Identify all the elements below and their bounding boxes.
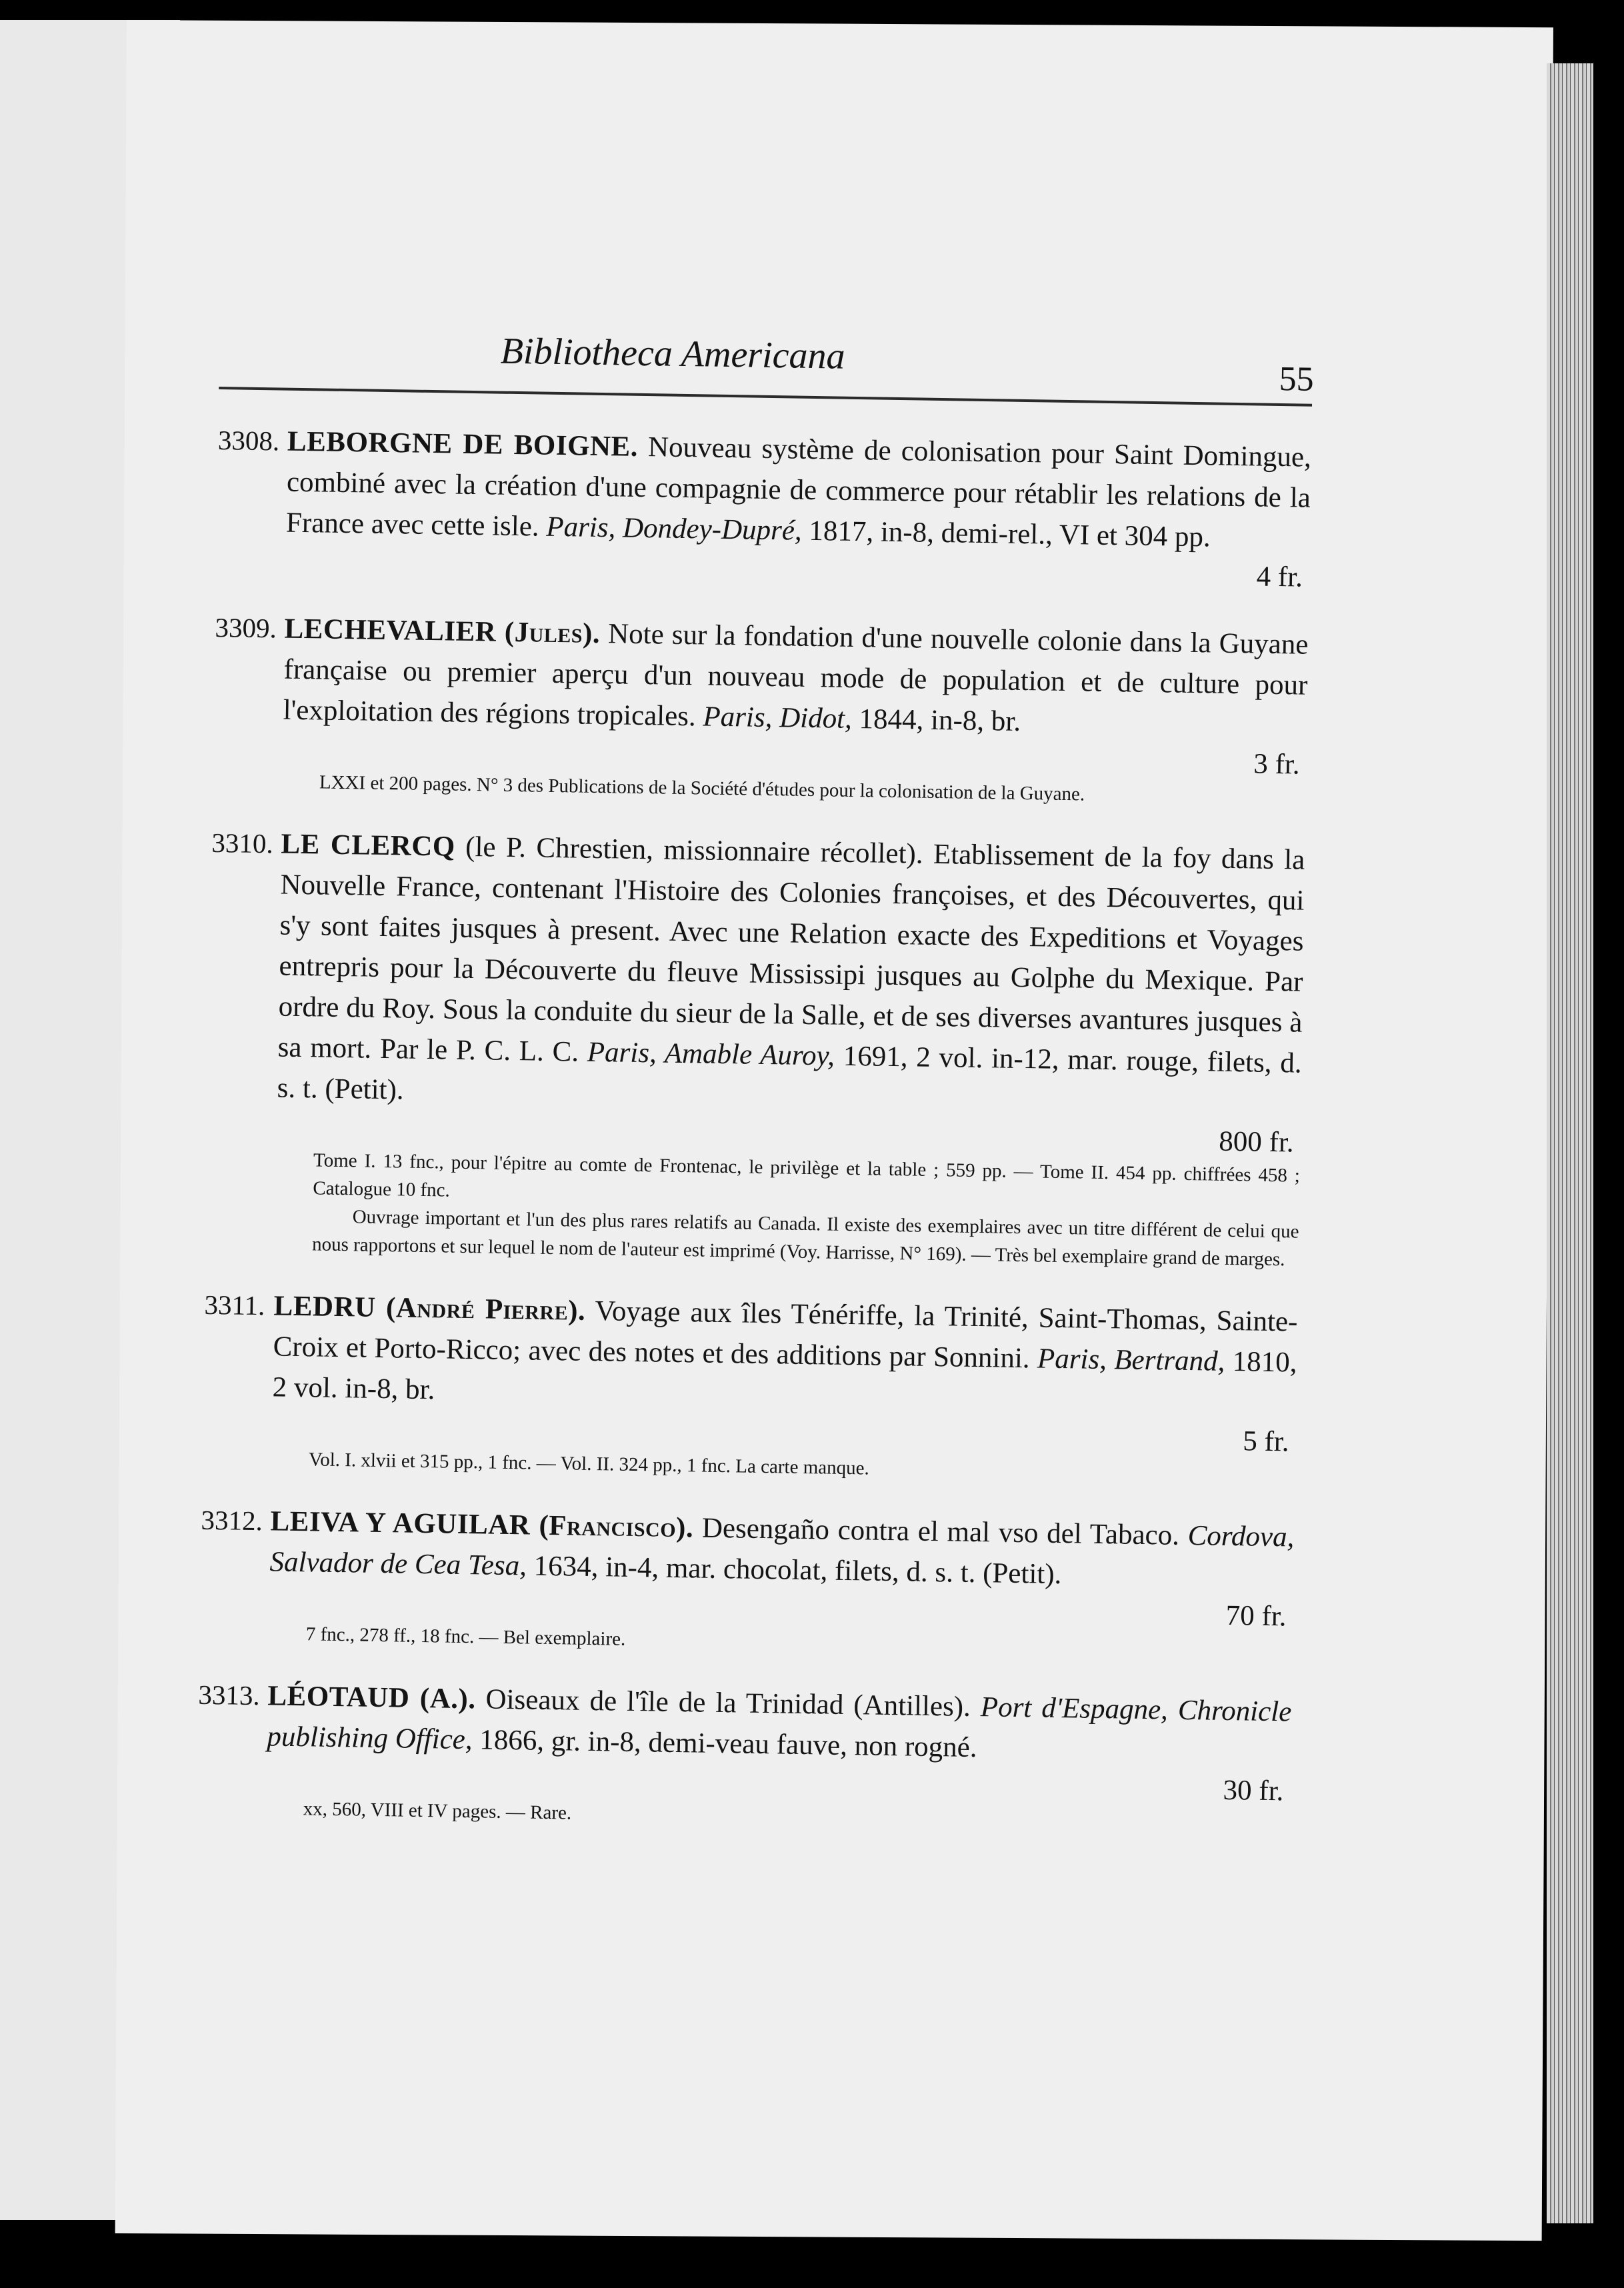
page-number: 55: [1279, 359, 1315, 399]
entry-body: [213, 607, 1309, 747]
entry-note: LXXI et 200 pages. N° 3 des Publications de la Société d'études pour la colonisation de la Guyane.: [319, 771, 1085, 805]
page-stack-edge: [1547, 63, 1593, 2223]
catalogue-entry-3312: [199, 1500, 1295, 1664]
running-title: Bibliotheca Americana: [500, 330, 846, 377]
catalogue-entry-3309: [213, 607, 1309, 812]
entry-price: 800 fr.: [1219, 1125, 1295, 1159]
entry-note: 7 fnc., 278 ff., 18 fnc. — Bel exemplaire.: [305, 1623, 626, 1650]
entry-price: 5 fr.: [1242, 1425, 1289, 1458]
entry-list: [196, 420, 1311, 1866]
entry-title: (le P. Chrestien, missionnaire récollet). Etablissement de la foy dans la Nouvelle France, contenant l'Histoire des Colonies françoises, et des Découvertes, qui s'y sont faites jusques à present. Avec une Relation exacte des Expeditions et Voyages entrepris pour la Découverte du fleuve Mississipi jusques au Golphe du Mexique. Par ordre du Roy. Sous la conduite du sieur de la Salle, et de ses diverses avantures jusques à sa mort. Par le P. C. L. C.: [277, 831, 1305, 1068]
entry-title: Oiseaux de l'île de la Trinidad (Antilles).: [485, 1683, 971, 1723]
catalogue-entry-3310: [205, 823, 1305, 1274]
entry-details: 1810, 2 vol. in-8, br.: [272, 1346, 1297, 1406]
entry-details: 1844, in-8, br.: [859, 703, 1021, 737]
entry-body: [197, 1675, 1292, 1773]
entry-price: 30 fr.: [1223, 1774, 1284, 1807]
entry-author: LEIVA Y AGUILAR (Francisco).: [270, 1505, 694, 1544]
entry-imprint: Cordova, Salvador de Cea Tesa,: [269, 1520, 1295, 1582]
entry-author: LEDRU (André Pierre).: [273, 1290, 586, 1327]
entry-price: 3 fr.: [1253, 748, 1300, 781]
page-header: [219, 313, 1313, 424]
entry-note: Ouvrage important et l'un des plus rares relatifs au Canada. Il existe des exemplaires avec un titre différent de celui que nous rapportons et sur lequel le nom de l'auteur est imprimé (Voy. Harrisse, N° 169). — Très bel exemplaire grand de marges.: [311, 1206, 1299, 1271]
entry-imprint: Paris, Didot,: [703, 701, 853, 735]
entry-imprint: Paris, Bertrand,: [1037, 1343, 1225, 1377]
entry-body: [203, 1285, 1298, 1424]
catalogue-entry-3308: [216, 420, 1312, 597]
entry-body: [217, 420, 1312, 559]
entry-body: [200, 1500, 1295, 1599]
entry-imprint: Port d'Espagne, Chronicle publishing Office,: [267, 1691, 1292, 1756]
entry-title: Nouveau système de colonisation pour Saint Domingue, combiné avec la création d'une compagnie de commerce pour rétablir les relations de la France avec cette isle.: [285, 431, 1312, 543]
entry-note: xx, 560, VIII et IV pages. — Rare.: [303, 1798, 572, 1824]
entry-number: 3313.: [198, 1679, 261, 1711]
entry-number: 3311.: [204, 1289, 265, 1321]
entry-price: 4 fr.: [1256, 561, 1303, 593]
entry-details: 1691, 2 vol. in-12, mar. rouge, filets, d. s. t. (Petit).: [277, 1040, 1302, 1106]
entry-note: Tome I. 13 fnc., pour l'épitre au comte de Frontenac, le privilège et la table ; 559 pp. — Tome II. 454 pp. chiffrées 458 ; Catalogue 10 fnc.: [313, 1149, 1301, 1201]
entry-title: Voyage aux îles Ténériffe, la Trinité, Saint-Thomas, Sainte-Croix et Porto-Ricco; avec des notes et des additions par Sonnini.: [273, 1295, 1298, 1375]
entry-imprint: Paris, Amable Auroy,: [587, 1036, 835, 1072]
entry-number: 3310.: [211, 827, 274, 859]
entry-details: 1634, in-4, mar. chocolat, filets, d. s. t. (Petit).: [533, 1550, 1062, 1591]
entry-title: Desengaño contra el mal vso del Tabaco.: [701, 1512, 1180, 1551]
catalogue-entry-3311: [202, 1285, 1298, 1489]
page-content: [194, 313, 1313, 1997]
entry-price: 70 fr.: [1225, 1599, 1287, 1633]
entry-author: LECHEVALIER (Jules).: [284, 613, 601, 650]
header-rule: [219, 387, 1312, 407]
entry-title: Note sur la fondation d'une nouvelle colonie dans la Guyane française ou premier aperçu d'un nouveau mode de population et de culture pour l'exploitation des régions tropicales.: [283, 618, 1309, 733]
entry-imprint: Paris, Dondey-Dupré,: [546, 511, 803, 547]
catalogue-entry-3313: [196, 1675, 1291, 1839]
entry-author: LE CLERCQ: [281, 828, 456, 863]
entry-details: 1866, gr. in-8, demi-veau fauve, non rogné.: [479, 1724, 977, 1764]
entry-number: 3309.: [215, 611, 277, 644]
entry-body: [207, 823, 1305, 1125]
entry-number: 3312.: [201, 1504, 263, 1537]
entry-author: LÉOTAUD (A.).: [267, 1680, 476, 1715]
entry-details: 1817, in-8, demi-rel., VI et 304 pp.: [809, 515, 1211, 553]
entry-author: LEBORGNE DE BOIGNE.: [287, 425, 639, 463]
entry-number: 3308.: [217, 424, 280, 457]
entry-note: Vol. I. xlvii et 315 pp., 1 fnc. — Vol. II. 324 pp., 1 fnc. La carte manque.: [308, 1449, 870, 1479]
